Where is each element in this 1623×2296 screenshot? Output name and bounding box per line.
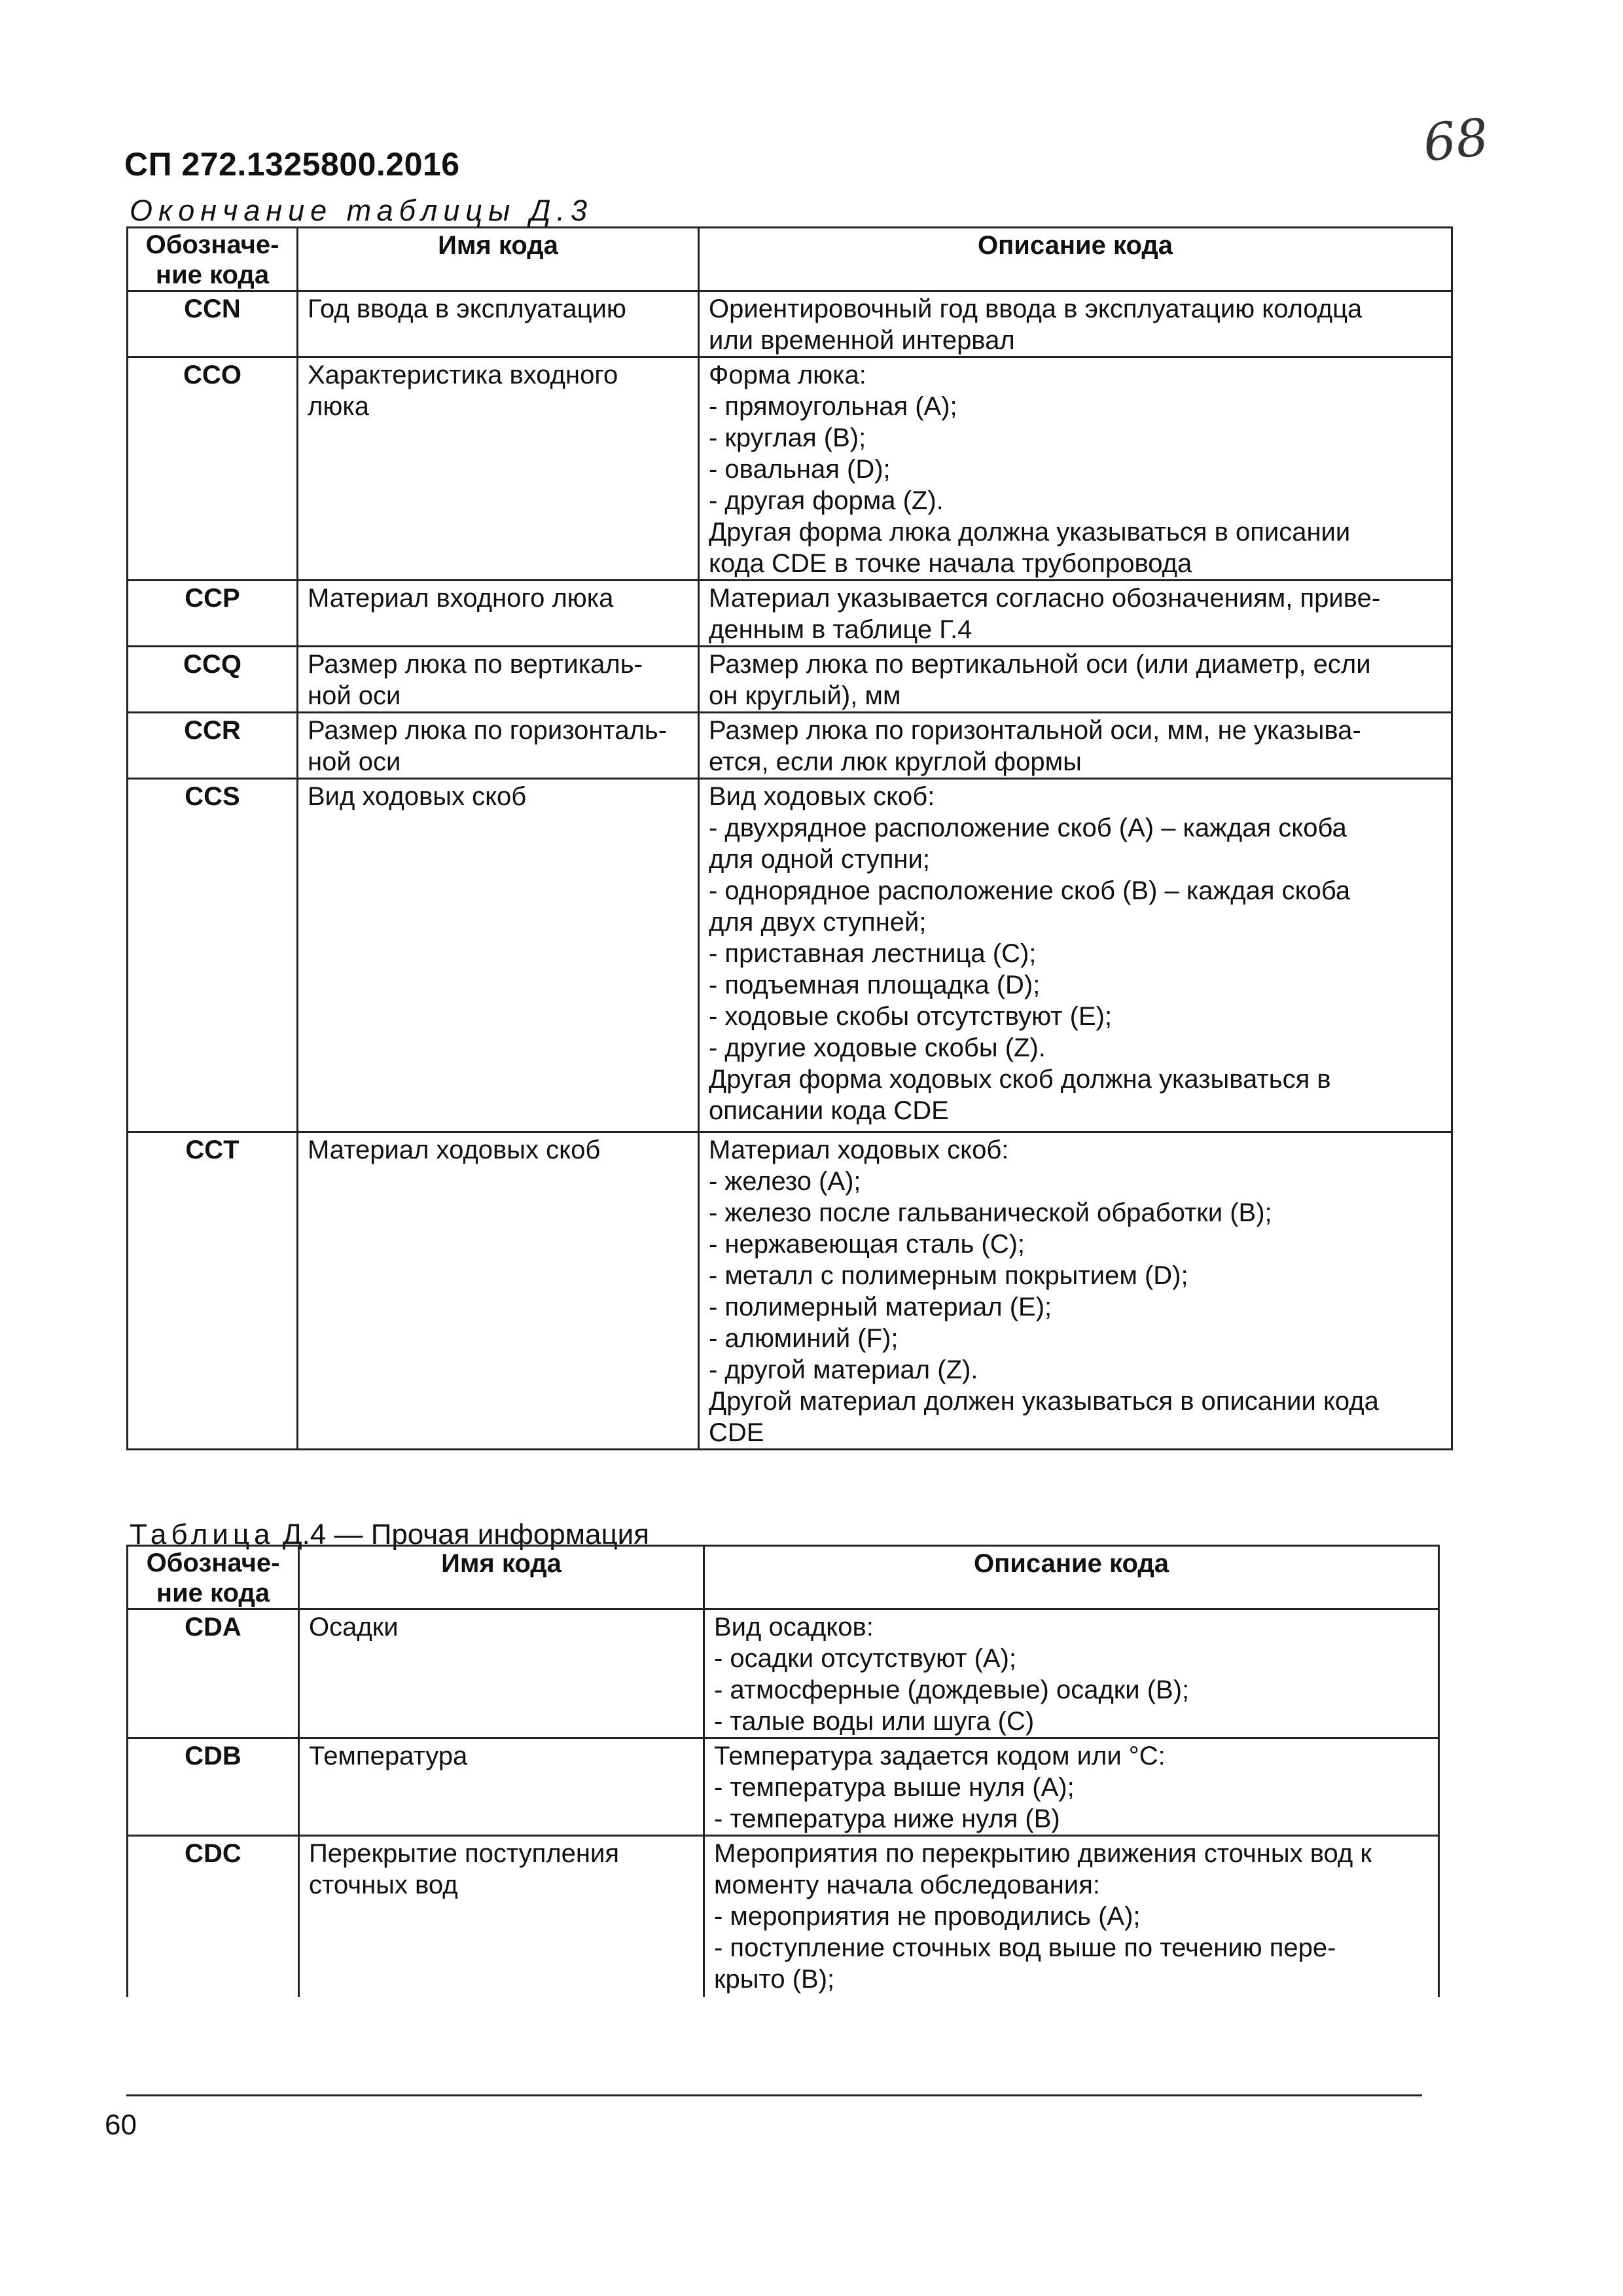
row-name: Год ввода в эксплуатацию — [298, 291, 699, 357]
row-desc: Материал указывается согласно обозначениям, приве- денным в таблице Г.4 — [699, 581, 1452, 647]
footer-divider — [126, 2094, 1422, 2096]
row-name: Характеристика входного люка — [298, 357, 699, 581]
table-header-row — [128, 228, 1452, 291]
row-name: Материал входного люка — [298, 581, 699, 647]
row-code: CDB — [128, 1738, 299, 1836]
header-desc: Описание кода — [699, 228, 1452, 291]
row-name: Размер люка по вертикаль- ной оси — [298, 647, 699, 713]
table-d3 — [126, 226, 1453, 1450]
table-row — [128, 647, 1452, 713]
row-desc: Вид ходовых скоб: - двухрядное расположение скоб (A) – каждая скоба для одной ступни; - однорядное расположение скоб (B) – каждая скоба для двух ступней; - приставная лестница (C); - подъемная площадка (D); - ходовые скобы отсутствуют (E); - другие ходовые скобы (Z). Другая форма ходовых скоб должна указываться в описании кода CDE — [699, 779, 1452, 1132]
row-desc: Вид осадков: - осадки отсутствуют (A); - атмосферные (дождевые) осадки (B); - талые воды или шуга (C) — [704, 1609, 1439, 1738]
handwritten-page-number: 68 — [1420, 108, 1491, 173]
header-name: Имя кода — [299, 1546, 704, 1609]
table-row — [128, 1132, 1452, 1450]
row-code: CDA — [128, 1609, 299, 1738]
row-desc: Размер люка по горизонтальной оси, мм, не указыва- ется, если люк круглой формы — [699, 713, 1452, 779]
header-code: Обозначе- ние кода — [128, 228, 298, 291]
table-row — [128, 779, 1452, 1132]
row-name: Температура — [299, 1738, 704, 1836]
row-code: CCQ — [128, 647, 298, 713]
table-row — [128, 713, 1452, 779]
row-code: CDC — [128, 1836, 299, 1997]
table-d4-caption-title: Д.4 — Прочая информация — [274, 1518, 650, 1551]
header-code: Обозначе- ние кода — [128, 1546, 299, 1609]
row-desc: Форма люка: - прямоугольная (A); - круглая (B); - овальная (D); - другая форма (Z). Другая форма люка должна указываться в описании кода CDE в точке начала трубопровода — [699, 357, 1452, 581]
table-header-row — [128, 1546, 1439, 1609]
row-code: CCR — [128, 713, 298, 779]
document-code: СП 272.1325800.2016 — [124, 146, 460, 183]
row-name: Осадки — [299, 1609, 704, 1738]
row-desc: Размер люка по вертикальной оси (или диаметр, если он круглый), мм — [699, 647, 1452, 713]
header-desc: Описание кода — [704, 1546, 1439, 1609]
table-d3-caption: Окончание таблицы Д.3 — [130, 194, 593, 227]
row-name: Перекрытие поступления сточных вод — [299, 1836, 704, 1997]
row-desc: Мероприятия по перекрытию движения сточных вод к моменту начала обследования: - мероприятия не проводились (A); - поступление сточных вод выше по течению пере- крыто (B); — [704, 1836, 1439, 1997]
table-row — [128, 581, 1452, 647]
row-code: CCO — [128, 357, 298, 581]
row-code: CCP — [128, 581, 298, 647]
row-desc: Материал ходовых скоб: - железо (A); - железо после гальванической обработки (B); - нержавеющая сталь (C); - металл с полимерным покрытием (D); - полимерный материал (E); - алюминий (F); - другой материал (Z). Другой материал должен указываться в описании кода CDE — [699, 1132, 1452, 1450]
table-d4 — [126, 1545, 1440, 1997]
row-code: CCN — [128, 291, 298, 357]
table-row — [128, 291, 1452, 357]
row-code: CCS — [128, 779, 298, 1132]
row-desc: Ориентировочный год ввода в эксплуатацию колодца или временной интервал — [699, 291, 1452, 357]
row-name: Вид ходовых скоб — [298, 779, 699, 1132]
table-row — [128, 1609, 1439, 1738]
row-code: CCT — [128, 1132, 298, 1450]
header-name: Имя кода — [298, 228, 699, 291]
table-row — [128, 1738, 1439, 1836]
row-name: Материал ходовых скоб — [298, 1132, 699, 1450]
row-desc: Температура задается кодом или °С: - температура выше нуля (A); - температура ниже нуля (B) — [704, 1738, 1439, 1836]
table-row — [128, 1836, 1439, 1997]
row-name: Размер люка по горизонталь- ной оси — [298, 713, 699, 779]
page-number: 60 — [105, 2109, 137, 2141]
table-d4-caption-prefix: Таблица — [130, 1518, 275, 1551]
table-row — [128, 357, 1452, 581]
